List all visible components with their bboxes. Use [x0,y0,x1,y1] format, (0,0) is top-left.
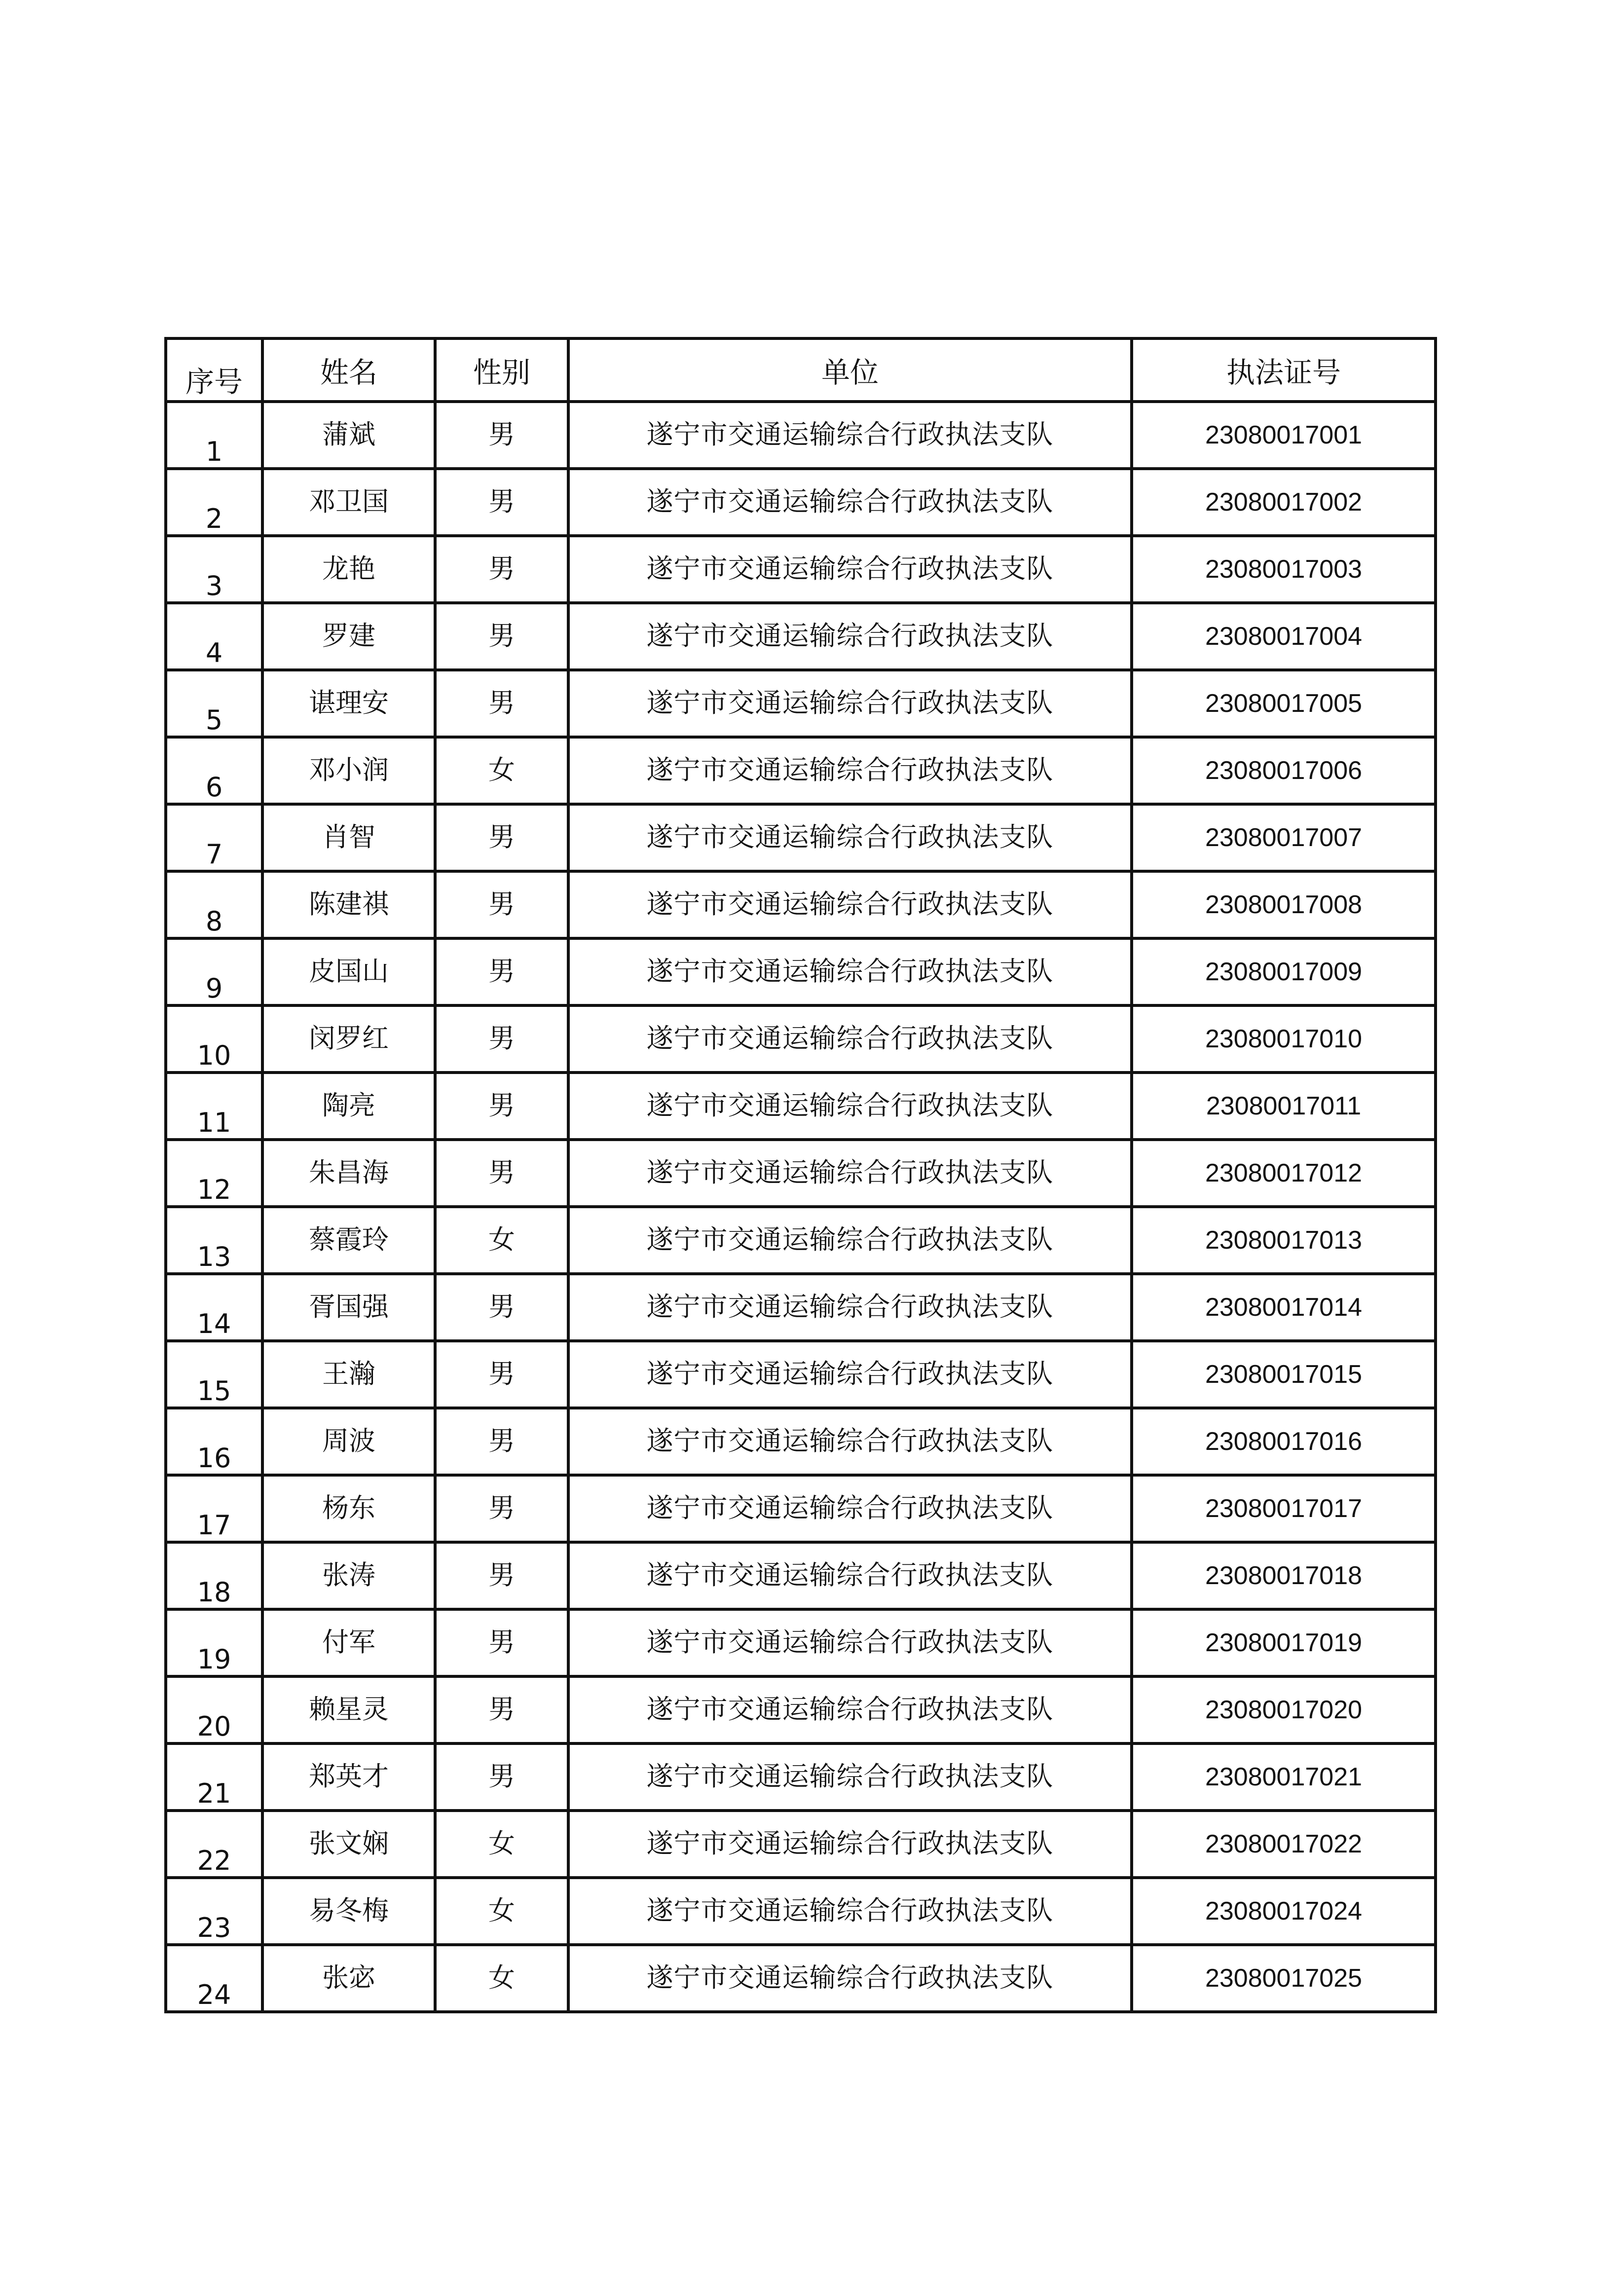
cell-certificate-number [1132,871,1436,938]
cell-name-text: 王瀚 [322,1358,375,1389]
cell-gender-text: 男 [488,687,515,718]
table-row [166,1140,1436,1207]
cell-gender [435,1207,568,1274]
header-unit: 单位 [568,338,1132,402]
cell-name-text: 张宓 [322,1962,375,1993]
cell-sequence-number-text: 12 [197,1174,231,1205]
cell-certificate-number-text: 23080017022 [1205,1830,1363,1858]
cell-certificate-number [1132,469,1436,536]
cell-unit-text: 遂宁市交通运输综合行政执法支队 [646,821,1054,852]
cell-certificate-number-text: 23080017019 [1205,1629,1363,1657]
cell-name-text: 易冬梅 [309,1895,389,1926]
table-row [166,469,1436,536]
header-name: 姓名 [262,338,435,402]
table-row [166,871,1436,938]
cell-unit-text: 遂宁市交通运输综合行政执法支队 [646,419,1054,450]
cell-name [262,737,435,804]
cell-certificate-number [1132,1811,1436,1878]
cell-name [262,1207,435,1274]
cell-name-text: 蒲斌 [322,419,375,450]
cell-gender-text: 男 [488,1425,515,1456]
cell-certificate-number-text: 23080017025 [1205,1964,1363,1993]
cell-name [262,402,435,469]
cell-sequence-number-text: 8 [205,906,223,937]
cell-sequence-number [166,1609,262,1676]
cell-gender-text: 男 [488,1694,515,1725]
cell-unit-text: 遂宁市交通运输综合行政执法支队 [646,1694,1054,1725]
cell-unit [568,1005,1132,1073]
cell-name [262,1341,435,1408]
cell-sequence-number-text: 3 [205,570,223,601]
cell-unit [568,1207,1132,1274]
cell-unit [568,1743,1132,1811]
cell-sequence-number [166,1878,262,1945]
cell-certificate-number [1132,1073,1436,1140]
cell-sequence-number [166,402,262,469]
table-body [166,402,1436,2012]
cell-name [262,804,435,871]
cell-unit [568,670,1132,737]
cell-name-text: 赖星灵 [309,1694,389,1725]
table-row [166,1676,1436,1743]
cell-gender [435,1140,568,1207]
cell-gender [435,1475,568,1542]
cell-gender-text: 男 [488,956,515,987]
cell-sequence-number [166,737,262,804]
table-row [166,938,1436,1005]
cell-unit [568,1341,1132,1408]
cell-name-text: 胥国强 [309,1291,389,1322]
cell-gender-text: 男 [488,1291,515,1322]
table-row [166,1811,1436,1878]
cell-sequence-number [166,1475,262,1542]
cell-name [262,1005,435,1073]
cell-name [262,1475,435,1542]
table-row [166,1945,1436,2012]
cell-name-text: 朱昌海 [309,1157,389,1188]
table-row [166,1207,1436,1274]
cell-sequence-number-text: 4 [205,637,223,668]
cell-name-text: 陈建祺 [309,889,389,920]
cell-unit [568,402,1132,469]
cell-sequence-number-text: 17 [197,1510,231,1541]
table-row [166,1341,1436,1408]
cell-certificate-number-text: 23080017020 [1205,1696,1363,1724]
cell-certificate-number [1132,804,1436,871]
header-gender: 性别 [435,338,568,402]
cell-certificate-number [1132,1005,1436,1073]
cell-name-text: 周波 [322,1425,375,1456]
cell-name [262,1542,435,1609]
cell-name-text: 张文娴 [309,1828,389,1859]
cell-certificate-number-text: 23080017008 [1205,890,1363,919]
cell-sequence-number [166,1207,262,1274]
cell-sequence-number-text: 14 [197,1308,231,1339]
cell-certificate-number [1132,737,1436,804]
cell-unit-text: 遂宁市交通运输综合行政执法支队 [646,1492,1054,1523]
cell-sequence-number [166,603,262,670]
cell-name [262,938,435,1005]
cell-unit-text: 遂宁市交通运输综合行政执法支队 [646,486,1054,517]
cell-sequence-number-text: 21 [197,1778,231,1809]
cell-sequence-number [166,1676,262,1743]
cell-sequence-number [166,1341,262,1408]
cell-gender-text: 男 [488,620,515,651]
cell-name [262,1945,435,2012]
table-row [166,1274,1436,1341]
cell-sequence-number-text: 24 [197,1979,231,2010]
header-certificate-number: 执法证号 [1132,338,1436,402]
cell-sequence-number [166,871,262,938]
cell-gender-text: 男 [488,821,515,852]
cell-unit-text: 遂宁市交通运输综合行政执法支队 [646,1895,1054,1926]
cell-name [262,1274,435,1341]
cell-unit [568,1140,1132,1207]
cell-gender-text: 男 [488,1090,515,1121]
cell-unit-text: 遂宁市交通运输综合行政执法支队 [646,1291,1054,1322]
table-row [166,1609,1436,1676]
cell-sequence-number-text: 18 [197,1577,231,1608]
table-row [166,1878,1436,1945]
cell-unit [568,1676,1132,1743]
cell-unit-text: 遂宁市交通运输综合行政执法支队 [646,1224,1054,1255]
cell-gender [435,469,568,536]
cell-name-text: 杨东 [322,1492,375,1523]
cell-certificate-number [1132,1408,1436,1475]
cell-gender [435,536,568,603]
cell-certificate-number [1132,1274,1436,1341]
cell-name-text: 张涛 [322,1559,375,1591]
cell-name-text: 龙艳 [322,553,375,584]
cell-name-text: 罗建 [322,620,375,651]
cell-name-text: 肖智 [322,821,375,852]
cell-unit-text: 遂宁市交通运输综合行政执法支队 [646,1023,1054,1054]
cell-unit [568,536,1132,603]
cell-unit [568,1542,1132,1609]
cell-certificate-number-text: 23080017004 [1205,622,1363,651]
cell-gender [435,603,568,670]
cell-gender [435,1811,568,1878]
cell-gender [435,1408,568,1475]
cell-gender-text: 男 [488,1358,515,1389]
cell-name-text: 付军 [322,1627,375,1658]
cell-unit-text: 遂宁市交通运输综合行政执法支队 [646,620,1054,651]
cell-certificate-number [1132,536,1436,603]
table-row [166,402,1436,469]
cell-certificate-number-text: 23080017006 [1205,756,1363,785]
cell-name [262,871,435,938]
cell-gender [435,938,568,1005]
cell-unit [568,1274,1132,1341]
table-row [166,737,1436,804]
cell-certificate-number-text: 23080017002 [1205,488,1363,517]
cell-sequence-number [166,1140,262,1207]
cell-gender-text: 女 [488,754,515,785]
cell-unit-text: 遂宁市交通运输综合行政执法支队 [646,1559,1054,1591]
cell-name [262,1408,435,1475]
cell-sequence-number [166,1542,262,1609]
table-row [166,603,1436,670]
cell-gender-text: 女 [488,1895,515,1926]
cell-unit-text: 遂宁市交通运输综合行政执法支队 [646,1358,1054,1389]
cell-certificate-number-text: 23080017001 [1205,421,1363,449]
table-row [166,1408,1436,1475]
cell-certificate-number [1132,402,1436,469]
cell-gender [435,1073,568,1140]
cell-gender-text: 男 [488,553,515,584]
cell-name-text: 郑英才 [309,1761,389,1792]
cell-gender-text: 男 [488,1559,515,1591]
cell-gender-text: 男 [488,419,515,450]
cell-unit [568,1878,1132,1945]
cell-sequence-number-text: 11 [197,1107,231,1138]
cell-gender-text: 女 [488,1828,515,1859]
cell-unit-text: 遂宁市交通运输综合行政执法支队 [646,687,1054,718]
cell-certificate-number-text: 23080017013 [1205,1226,1363,1255]
cell-name-text: 皮国山 [309,956,389,987]
cell-certificate-number-text: 23080017018 [1205,1561,1363,1590]
table-row [166,1542,1436,1609]
cell-name-text: 陶亮 [322,1090,375,1121]
cell-certificate-number [1132,1609,1436,1676]
cell-unit [568,1073,1132,1140]
cell-unit [568,1811,1132,1878]
enforcement-roster-table [164,337,1437,2013]
cell-name [262,1743,435,1811]
cell-sequence-number-text: 5 [205,704,223,736]
cell-unit-text: 遂宁市交通运输综合行政执法支队 [646,1627,1054,1658]
cell-certificate-number-text: 23080017017 [1205,1494,1363,1523]
table-row [166,804,1436,871]
cell-sequence-number-text: 13 [197,1241,231,1272]
cell-certificate-number [1132,1945,1436,2012]
cell-certificate-number-text: 23080017014 [1205,1293,1363,1322]
cell-name [262,1676,435,1743]
cell-gender [435,1542,568,1609]
cell-sequence-number-text: 9 [205,973,223,1004]
cell-unit [568,1475,1132,1542]
cell-unit-text: 遂宁市交通运输综合行政执法支队 [646,1962,1054,1993]
cell-gender [435,1609,568,1676]
cell-gender-text: 男 [488,889,515,920]
cell-name-text: 谌理安 [309,687,389,718]
cell-certificate-number [1132,1207,1436,1274]
cell-unit [568,938,1132,1005]
cell-sequence-number [166,1811,262,1878]
cell-unit-text: 遂宁市交通运输综合行政执法支队 [646,1828,1054,1859]
cell-sequence-number [166,804,262,871]
cell-unit-text: 遂宁市交通运输综合行政执法支队 [646,1761,1054,1792]
cell-sequence-number-text: 6 [205,772,223,803]
cell-certificate-number [1132,670,1436,737]
cell-certificate-number-text: 23080017003 [1205,555,1363,584]
cell-unit-text: 遂宁市交通运输综合行政执法支队 [646,1157,1054,1188]
cell-gender [435,804,568,871]
cell-gender [435,871,568,938]
cell-sequence-number-text: 7 [205,839,223,870]
cell-certificate-number [1132,603,1436,670]
cell-certificate-number-text: 23080017012 [1205,1159,1363,1187]
cell-unit [568,469,1132,536]
cell-unit [568,1408,1132,1475]
table-row [166,1005,1436,1073]
cell-certificate-number-text: 23080017011 [1206,1092,1362,1120]
cell-name [262,1073,435,1140]
cell-certificate-number-text: 23080017024 [1205,1897,1363,1926]
cell-unit [568,1945,1132,2012]
cell-sequence-number-text: 22 [197,1845,231,1876]
cell-sequence-number-text: 23 [197,1912,231,1943]
cell-certificate-number-text: 23080017005 [1205,689,1363,718]
cell-gender [435,1676,568,1743]
cell-name-text: 邓小润 [309,754,389,785]
cell-gender [435,1341,568,1408]
cell-sequence-number [166,1274,262,1341]
cell-unit-text: 遂宁市交通运输综合行政执法支队 [646,1090,1054,1121]
cell-sequence-number-text: 20 [197,1711,231,1742]
cell-gender-text: 男 [488,1157,515,1188]
cell-unit-text: 遂宁市交通运输综合行政执法支队 [646,1425,1054,1456]
cell-certificate-number [1132,1878,1436,1945]
cell-certificate-number-text: 23080017015 [1205,1360,1363,1389]
cell-gender [435,737,568,804]
cell-certificate-number [1132,1140,1436,1207]
cell-certificate-number [1132,1676,1436,1743]
cell-unit [568,1609,1132,1676]
cell-sequence-number [166,1408,262,1475]
cell-sequence-number [166,938,262,1005]
cell-sequence-number [166,1005,262,1073]
cell-name [262,670,435,737]
cell-gender [435,402,568,469]
cell-certificate-number [1132,1542,1436,1609]
table-header-row [166,338,1436,402]
cell-gender-text: 男 [488,1761,515,1792]
cell-unit [568,871,1132,938]
cell-name-text: 蔡霞玲 [309,1224,389,1255]
cell-name [262,603,435,670]
cell-certificate-number [1132,938,1436,1005]
cell-unit [568,737,1132,804]
cell-gender [435,1274,568,1341]
cell-certificate-number [1132,1743,1436,1811]
cell-sequence-number [166,670,262,737]
cell-sequence-number [166,1743,262,1811]
cell-unit [568,603,1132,670]
cell-unit-text: 遂宁市交通运输综合行政执法支队 [646,889,1054,920]
cell-gender-text: 男 [488,1492,515,1523]
cell-unit-text: 遂宁市交通运输综合行政执法支队 [646,553,1054,584]
cell-gender-text: 女 [488,1224,515,1255]
cell-certificate-number-text: 23080017007 [1205,823,1363,852]
cell-sequence-number-text: 15 [197,1375,231,1407]
cell-gender [435,1743,568,1811]
cell-unit [568,804,1132,871]
cell-certificate-number [1132,1475,1436,1542]
table-row [166,1073,1436,1140]
cell-sequence-number-text: 16 [197,1443,231,1474]
cell-name [262,1140,435,1207]
cell-sequence-number-text: 19 [197,1644,231,1675]
cell-certificate-number-text: 23080017016 [1205,1427,1363,1456]
cell-name [262,469,435,536]
cell-name-text: 邓卫国 [309,486,389,517]
cell-sequence-number-text: 10 [197,1040,231,1071]
cell-sequence-number-text: 1 [205,436,223,467]
cell-name-text: 闵罗红 [309,1023,389,1054]
cell-certificate-number-text: 23080017010 [1205,1025,1363,1053]
table-row [166,670,1436,737]
cell-gender-text: 男 [488,1627,515,1658]
cell-sequence-number [166,469,262,536]
cell-certificate-number [1132,1341,1436,1408]
cell-certificate-number-text: 23080017021 [1205,1763,1363,1791]
header-sequence-number: 序号 [166,338,262,402]
cell-name [262,1811,435,1878]
cell-unit-text: 遂宁市交通运输综合行政执法支队 [646,754,1054,785]
cell-gender [435,1878,568,1945]
cell-gender-text: 男 [488,486,515,517]
cell-gender-text: 女 [488,1962,515,1993]
cell-gender [435,1945,568,2012]
cell-name [262,1878,435,1945]
cell-sequence-number [166,1945,262,2012]
table-row [166,536,1436,603]
cell-sequence-number [166,1073,262,1140]
cell-unit-text: 遂宁市交通运输综合行政执法支队 [646,956,1054,987]
cell-name [262,1609,435,1676]
cell-sequence-number [166,536,262,603]
cell-name [262,536,435,603]
cell-gender-text: 男 [488,1023,515,1054]
table-row [166,1743,1436,1811]
cell-gender [435,670,568,737]
cell-gender [435,1005,568,1073]
table-row [166,1475,1436,1542]
cell-certificate-number-text: 23080017009 [1205,958,1363,986]
cell-sequence-number-text: 2 [205,503,223,534]
